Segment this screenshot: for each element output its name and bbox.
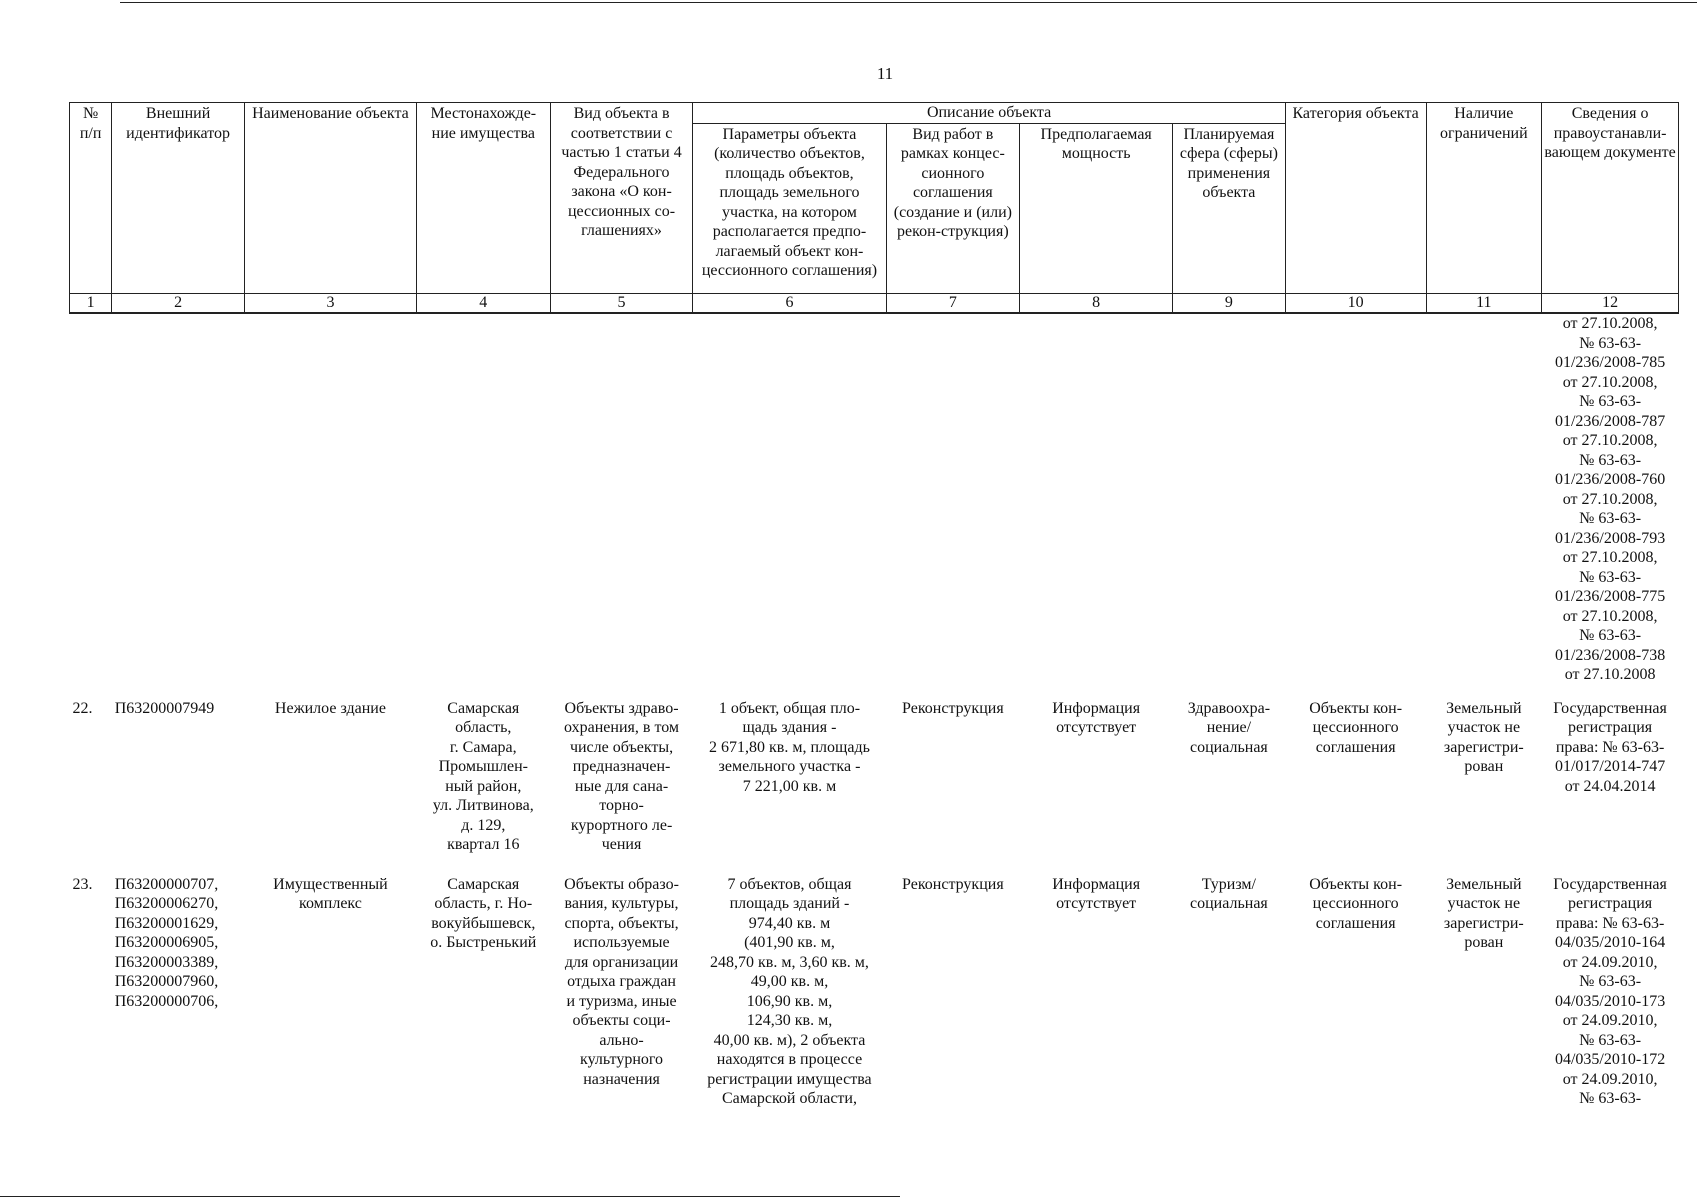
sphere: Здравоохра- нение/ социальная: [1187, 699, 1271, 756]
header-document: Сведения о правоустанавли-вающем документе: [1542, 103, 1679, 294]
table-row: [70, 699, 1679, 855]
header-external-id: Внешний идентификатор: [112, 103, 245, 294]
header-parameters: Параметры объекта (количество объектов, площадь объектов, площадь земельного участка, на котором располагается предпо-лагаемый объект кон-цессионного соглашения): [693, 123, 886, 294]
location: Самарская область, г. Самара, Промышлен- ный район, ул. Литвинова, д. 129, квартал 16: [432, 699, 534, 853]
object-name: Нежилое здание: [274, 699, 386, 717]
header-category: Категория объекта: [1285, 103, 1426, 294]
document: Государственная регистрация права: № 63-63- 04/035/2010-164 от 24.09.2010, № 63-63- 04/035/2010-173 от 24.09.2010, № 63-63- 04/035/2010-172 от 24.09.2010, № 63-63-: [1553, 875, 1667, 1107]
header-description-group: Описание объекта: [693, 103, 1285, 124]
col-number: 12: [1542, 294, 1679, 314]
bottom-rule: [0, 1196, 900, 1197]
restrictions: Земельный участок не зарегистри- рован: [1443, 699, 1524, 775]
header-restrictions: Наличие ограничений: [1426, 103, 1542, 294]
object-type: Объекты образо- вания, культуры, спорта, объекты, используемые для организации отдыха граждан и туризма, иные объекты соци- ально- культурного назначения: [564, 875, 679, 1088]
capacity: Информация отсутствует: [1052, 875, 1141, 912]
header-object-name: Наименование объекта: [244, 103, 416, 294]
header-works: Вид работ в рамках концес-сионного соглашения (создание и (или) рекон-струкция): [886, 123, 1020, 294]
parameters: 1 объект, общая пло- щадь здания - 2 671,80 кв. м, площадь земельного участка - 7 221,00 кв. м: [709, 699, 870, 795]
object-type: Объекты здраво- охранения, в том числе объекты, предназначен- ные для сана- торно- курортного ле- чения: [564, 699, 680, 853]
col-number: 5: [550, 294, 693, 314]
header-location: Местонахожде-ние имущества: [416, 103, 550, 294]
external-id: П63200000707, П63200006270, П63200001629, П63200006905, П63200003389, П63200007960, П63200000706,: [114, 875, 219, 1010]
col-number: 7: [886, 294, 1020, 314]
col-number: 8: [1020, 294, 1173, 314]
top-rule: [120, 2, 1697, 3]
continuation-row: [70, 313, 1679, 685]
header-sphere: Планируемая сфера (сферы) применения объекта: [1173, 123, 1286, 294]
col-number: 11: [1426, 294, 1542, 314]
restrictions: Земельный участок не зарегистри- рован: [1443, 875, 1524, 951]
row-number: 23.: [72, 875, 93, 893]
parameters: 7 объектов, общая площадь зданий - 974,40 кв. м (401,90 кв. м, 248,70 кв. м, 3,60 кв. м, 49,00 кв. м, 106,90 кв. м, 124,30 кв. м, 40,00 кв. м), 2 объекта находятся в процессе регистрации имущества Самарской области,: [707, 875, 872, 1107]
category: Объекты кон- цессионного соглашения: [1309, 699, 1403, 756]
header-object-type: Вид объекта в соответствии с частью 1 статьи 4 Федерального закона «О кон-цессионных со-глашениях»: [550, 103, 693, 294]
page-number: 11: [876, 64, 894, 83]
header-capacity: Предполагаемая мощность: [1020, 123, 1173, 294]
table-row: [70, 875, 1679, 1109]
column-number-row: [70, 294, 1679, 314]
works: Реконструкция: [902, 875, 1004, 893]
continuation-document: от 27.10.2008, № 63-63- 01/236/2008-785 от 27.10.2008, № 63-63- 01/236/2008-787 от 27.10.2008, № 63-63- 01/236/2008-760 от 27.10.2008, № 63-63- 01/236/2008-793 от 27.10.2008, № 63-63- 01/236/2008-775 от 27.10.2008, № 63-63- 01/236/2008-738 от 27.10.2008: [1554, 315, 1666, 683]
col-number: 9: [1173, 294, 1286, 314]
concession-objects-table: [69, 102, 1679, 1109]
col-number: 1: [70, 294, 112, 314]
works: Реконструкция: [902, 699, 1004, 717]
col-number: 3: [244, 294, 416, 314]
header-num: № п/п: [70, 103, 112, 294]
col-number: 6: [693, 294, 886, 314]
external-id: П63200007949: [114, 699, 215, 717]
col-number: 4: [416, 294, 550, 314]
location: Самарская область, г. Но- вокуйбышевск, о. Быстренький: [430, 875, 537, 951]
category: Объекты кон- цессионного соглашения: [1309, 875, 1403, 932]
row-number: 22.: [72, 699, 93, 717]
sphere: Туризм/ социальная: [1190, 875, 1268, 912]
col-number: 10: [1285, 294, 1426, 314]
document: Государственная регистрация права: № 63-63- 01/017/2014-747 от 24.04.2014: [1553, 699, 1667, 795]
object-name: Имущественный комплекс: [273, 875, 388, 912]
col-number: 2: [112, 294, 245, 314]
capacity: Информация отсутствует: [1052, 699, 1141, 736]
